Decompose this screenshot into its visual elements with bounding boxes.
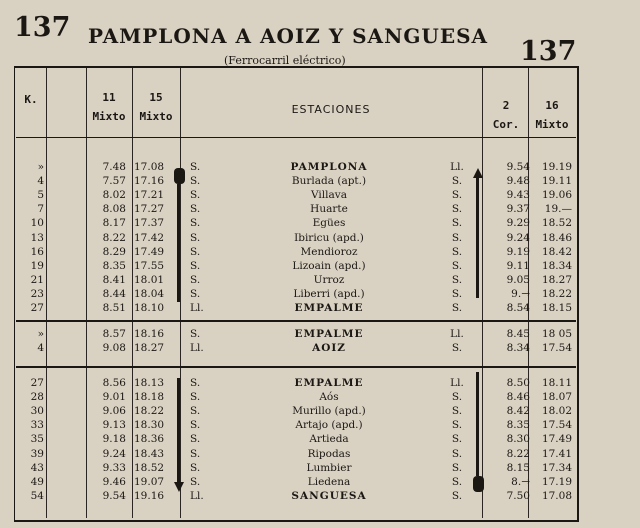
cell-t2: 9.24 xyxy=(506,231,530,244)
train-2-type: Cor. xyxy=(492,118,520,131)
cell-t15: 17.49 xyxy=(134,245,165,258)
cell-t11: 9.13 xyxy=(102,419,126,432)
cell-t11: 8.41 xyxy=(102,273,126,286)
cell-station: Ripodas xyxy=(307,447,351,460)
cell-t2: 9.19 xyxy=(506,245,530,258)
cell-km: 33 xyxy=(30,419,44,432)
cell-sym2: S. xyxy=(451,217,463,230)
cell-t11: 8.22 xyxy=(102,231,126,244)
cell-t15: 19.16 xyxy=(134,489,165,502)
train-2-number: 2 xyxy=(502,99,510,112)
cell-t16: 17.54 xyxy=(541,419,572,432)
cell-t15: 18.04 xyxy=(134,287,165,300)
cell-sym: S. xyxy=(190,161,201,173)
section-divider xyxy=(16,366,576,368)
cell-sym2: Ll. xyxy=(450,377,464,389)
cell-t11: 8.51 xyxy=(102,302,126,314)
cell-t2: 9.29 xyxy=(506,217,530,230)
cell-t11: 9.33 xyxy=(102,461,126,474)
column-divider xyxy=(482,68,483,518)
cell-t15: 17.42 xyxy=(134,231,165,244)
cell-sym2: S. xyxy=(451,231,463,244)
column-divider xyxy=(46,68,47,518)
cell-t2: 9.→ xyxy=(511,287,530,300)
cell-sym: S. xyxy=(190,273,201,286)
cell-sym2: S. xyxy=(451,419,463,432)
cell-station: Liberri (apd.) xyxy=(293,287,365,300)
cell-t2: 8.45 xyxy=(506,328,530,340)
cell-station: Artajo (apd.) xyxy=(295,419,363,432)
cell-t11: 9.18 xyxy=(102,433,126,446)
cell-t11: 8.35 xyxy=(102,259,126,272)
cell-sym2: Ll. xyxy=(450,328,464,340)
cell-t11: 8.02 xyxy=(102,189,126,202)
cell-sym: S. xyxy=(190,405,201,418)
cell-t11: 8.29 xyxy=(102,245,126,258)
cell-km: 16 xyxy=(30,245,44,258)
train-marker-icon xyxy=(473,476,484,492)
arrow-up-icon xyxy=(473,168,483,178)
cell-t11: 7.48 xyxy=(102,161,126,173)
cell-sym2: S. xyxy=(451,489,463,502)
cell-station: Burlada (apt.) xyxy=(291,175,367,188)
cell-station: Villava xyxy=(311,189,347,202)
cell-km: » xyxy=(37,161,44,173)
cell-sym: S. xyxy=(190,377,201,389)
cell-t2: 9.05 xyxy=(506,273,530,286)
cell-t16: 18.27 xyxy=(541,273,572,286)
cell-station: Egües xyxy=(312,217,346,230)
train-16-type: Mixto xyxy=(535,118,569,131)
cell-sym: S. xyxy=(190,328,201,340)
cell-sym2: S. xyxy=(451,461,463,474)
direction-line-icon xyxy=(177,378,180,482)
cell-km: » xyxy=(37,328,44,340)
cell-t16: 18.34 xyxy=(541,259,572,272)
cell-t2: 8.54 xyxy=(506,302,530,314)
cell-sym2: S. xyxy=(451,342,463,355)
cell-station: EMPALME xyxy=(294,302,364,314)
cell-t2: 9.54 xyxy=(506,161,530,173)
cell-t16: 18 05 xyxy=(541,328,572,340)
table-number-left: 137 xyxy=(14,12,71,43)
cell-t16: 18.02 xyxy=(541,405,572,418)
cell-t16: 19.06 xyxy=(541,189,572,202)
cell-t2: 7.50 xyxy=(506,489,530,502)
cell-sym2: S. xyxy=(451,203,463,216)
cell-sym: S. xyxy=(190,175,201,188)
cell-sym: S. xyxy=(190,475,201,488)
train-15-type: Mixto xyxy=(139,110,173,123)
cell-t2: 8.42 xyxy=(506,405,530,418)
cell-sym: S. xyxy=(190,245,201,258)
cell-t15: 18.22 xyxy=(134,405,165,418)
train-16-number: 16 xyxy=(545,99,559,112)
cell-sym: Ll. xyxy=(190,302,204,314)
cell-km: 27 xyxy=(30,377,44,389)
cell-t15: 18.52 xyxy=(134,461,165,474)
cell-t16: 17.34 xyxy=(541,461,572,474)
cell-sym: S. xyxy=(190,391,201,404)
cell-t15: 19.07 xyxy=(134,475,165,488)
cell-station: Lizoain (apd.) xyxy=(292,259,366,272)
cell-km: 54 xyxy=(30,489,44,502)
cell-t15: 18.27 xyxy=(134,342,165,355)
cell-sym: S. xyxy=(190,189,201,202)
cell-station: Murillo (apd.) xyxy=(292,405,366,418)
cell-t16: 18.42 xyxy=(541,245,572,258)
cell-sym2: S. xyxy=(451,287,463,300)
cell-t16: 18.15 xyxy=(541,302,572,314)
cell-t16: 18.52 xyxy=(541,217,572,230)
cell-t11: 8.17 xyxy=(102,217,126,230)
cell-t2: 8.46 xyxy=(506,391,530,404)
cell-station: PAMPLONA xyxy=(290,161,368,173)
cell-t16: 18.07 xyxy=(541,391,572,404)
cell-station: Huarte xyxy=(310,203,348,216)
cell-t16: 18.46 xyxy=(541,231,572,244)
cell-station: Mendioroz xyxy=(300,245,358,258)
cell-t2: 8.15 xyxy=(506,461,530,474)
cell-sym: S. xyxy=(190,217,201,230)
cell-t11: 8.56 xyxy=(102,377,126,389)
cell-t15: 17.08 xyxy=(134,161,165,173)
cell-t15: 18.01 xyxy=(134,273,165,286)
train-11-number: 11 xyxy=(102,91,116,104)
cell-t16: 19.19 xyxy=(541,161,572,173)
cell-t16: 17.54 xyxy=(541,342,572,355)
train-15-number: 15 xyxy=(149,91,163,104)
cell-t15: 18.13 xyxy=(134,377,165,389)
cell-t15: 17.37 xyxy=(134,217,165,230)
cell-km: 30 xyxy=(30,405,44,418)
cell-t16: 19.— xyxy=(544,203,572,216)
cell-station: Artieda xyxy=(309,433,349,446)
cell-t2: 8.→ xyxy=(511,475,530,488)
cell-t2: 8.35 xyxy=(506,419,530,432)
cell-sym: Ll. xyxy=(190,489,204,502)
cell-station: AOIZ xyxy=(312,342,346,355)
page-title: PAMPLONA A AOIZ Y SANGUESA xyxy=(88,24,489,48)
cell-sym: S. xyxy=(190,231,201,244)
cell-t11: 9.54 xyxy=(102,489,126,502)
cell-km: 4 xyxy=(37,342,44,355)
cell-t2: 9.11 xyxy=(506,259,530,272)
cell-t11: 8.08 xyxy=(102,203,126,216)
cell-km: 5 xyxy=(37,189,44,202)
cell-t11: 8.44 xyxy=(102,287,126,300)
table-number-right: 137 xyxy=(520,36,577,67)
cell-t15: 17.55 xyxy=(134,259,165,272)
cell-sym: S. xyxy=(190,433,201,446)
cell-t11: 9.46 xyxy=(102,475,126,488)
cell-km: 4 xyxy=(37,175,44,188)
cell-sym2: S. xyxy=(451,245,463,258)
cell-t16: 17.41 xyxy=(541,447,572,460)
cell-km: 39 xyxy=(30,447,44,460)
cell-station: SANGUESA xyxy=(291,489,367,502)
cell-t15: 18.18 xyxy=(134,391,165,404)
direction-line-icon xyxy=(476,372,479,476)
cell-sym2: S. xyxy=(451,273,463,286)
cell-t15: 18.36 xyxy=(134,433,165,446)
cell-t15: 18.43 xyxy=(134,447,165,460)
cell-sym: S. xyxy=(190,461,201,474)
cell-t15: 17.27 xyxy=(134,203,165,216)
page-subtitle: (Ferrocarril eléctrico) xyxy=(224,54,346,67)
cell-km: 23 xyxy=(30,287,44,300)
cell-t15: 18.16 xyxy=(134,328,165,340)
cell-sym2: S. xyxy=(451,302,463,314)
cell-t15: 17.21 xyxy=(134,189,165,202)
cell-t11: 7.57 xyxy=(102,175,126,188)
cell-sym: S. xyxy=(190,419,201,432)
cell-sym2: S. xyxy=(451,391,463,404)
cell-sym2: Ll. xyxy=(450,161,464,173)
direction-line-icon xyxy=(177,184,180,302)
cell-t2: 8.34 xyxy=(506,342,530,355)
cell-km: 13 xyxy=(30,231,44,244)
cell-t2: 9.48 xyxy=(506,175,530,188)
train-11-type: Mixto xyxy=(92,110,126,123)
cell-station: EMPALME xyxy=(294,377,364,389)
cell-km: 10 xyxy=(30,217,44,230)
cell-sym2: S. xyxy=(451,259,463,272)
stations-header: ESTACIONES xyxy=(291,103,371,116)
cell-t16: 18.11 xyxy=(541,377,572,389)
cell-station: Ibiricu (apd.) xyxy=(294,231,364,244)
cell-sym: S. xyxy=(190,203,201,216)
cell-km: 28 xyxy=(30,391,44,404)
cell-sym2: S. xyxy=(451,475,463,488)
cell-t16: 18.22 xyxy=(541,287,572,300)
header-divider xyxy=(16,137,576,138)
cell-t15: 17.16 xyxy=(134,175,165,188)
cell-sym2: S. xyxy=(451,405,463,418)
cell-km: 7 xyxy=(37,203,44,216)
cell-t16: 19.11 xyxy=(541,175,572,188)
section-divider xyxy=(16,320,576,322)
cell-km: 35 xyxy=(30,433,44,446)
cell-km: 43 xyxy=(30,461,44,474)
cell-km: 49 xyxy=(30,475,44,488)
column-divider xyxy=(180,68,181,518)
cell-sym: Ll. xyxy=(190,342,204,355)
cell-km: 21 xyxy=(30,273,44,286)
cell-sym2: S. xyxy=(451,189,463,202)
cell-km: 19 xyxy=(30,259,44,272)
cell-station: EMPALME xyxy=(294,328,364,340)
cell-t2: 9.37 xyxy=(506,203,530,216)
cell-t2: 8.50 xyxy=(506,377,530,389)
cell-km: 27 xyxy=(30,302,44,314)
cell-sym2: S. xyxy=(451,447,463,460)
column-divider xyxy=(132,68,133,518)
cell-t16: 17.19 xyxy=(541,475,572,488)
cell-sym: S. xyxy=(190,259,201,272)
direction-line-icon xyxy=(476,178,479,298)
cell-sym2: S. xyxy=(451,433,463,446)
cell-t2: 9.43 xyxy=(506,189,530,202)
cell-t16: 17.08 xyxy=(541,489,572,502)
cell-t16: 17.49 xyxy=(541,433,572,446)
cell-sym2: S. xyxy=(451,175,463,188)
cell-t2: 8.30 xyxy=(506,433,530,446)
cell-sym: S. xyxy=(190,287,201,300)
cell-sym: S. xyxy=(190,447,201,460)
cell-t11: 8.57 xyxy=(102,328,126,340)
cell-station: Lumbier xyxy=(306,461,352,474)
cell-station: Urroz xyxy=(313,273,345,286)
cell-t15: 18.10 xyxy=(134,302,165,314)
cell-t11: 9.24 xyxy=(102,447,126,460)
cell-station: Liedena xyxy=(307,475,351,488)
cell-t15: 18.30 xyxy=(134,419,165,432)
km-header: K. xyxy=(24,93,38,106)
cell-t2: 8.22 xyxy=(506,447,530,460)
cell-station: Aós xyxy=(319,391,339,404)
cell-t11: 9.08 xyxy=(102,342,126,355)
cell-t11: 9.01 xyxy=(102,391,126,404)
cell-t11: 9.06 xyxy=(102,405,126,418)
